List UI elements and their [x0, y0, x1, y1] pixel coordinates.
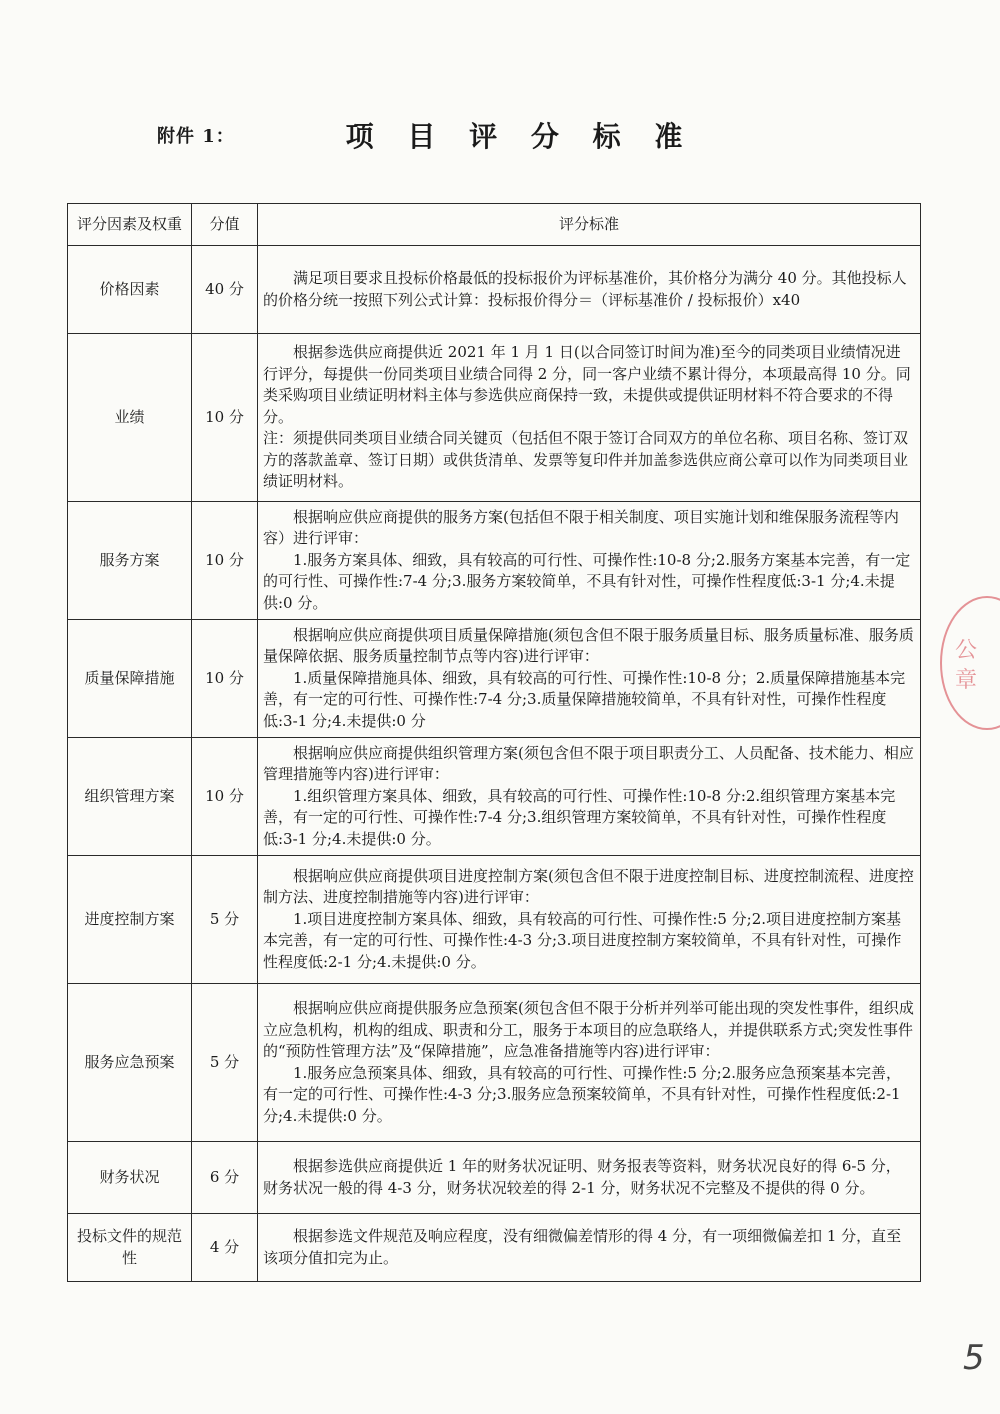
row-factor: 价格因素 — [68, 246, 192, 334]
criteria-items: 1.服务应急预案具体、细致，具有较高的可行性、可操作性:5 分;2.服务应急预案基本完善，有一定的可行性、可操作性:4-3 分;3.服务应急预案较简单，不具有针对性，可操作性程度低:2-1 分;4.未提供:0 分。 — [263, 1063, 902, 1125]
seal-text: 公 章 — [955, 638, 978, 693]
row-score: 10 分 — [192, 502, 258, 620]
table-row — [68, 856, 921, 984]
page-number: 5 — [963, 1338, 985, 1378]
table-row — [68, 1214, 921, 1282]
criteria-items: 1.服务方案具体、细致，具有较高的可行性、可操作性:10-8 分;2.服务方案基本完善，有一定的可行性、可操作性:7-4 分;3.服务方案较简单，不具有针对性，可操作性程度低:3-1 分;4.未提供:0 分。 — [263, 550, 911, 612]
table-row — [68, 1142, 921, 1214]
row-criteria — [258, 502, 921, 620]
row-score: 5 分 — [192, 856, 258, 984]
row-factor: 服务应急预案 — [68, 984, 192, 1142]
row-factor: 投标文件的规范性 — [68, 1214, 192, 1282]
table-row — [68, 502, 921, 620]
row-factor: 质量保障措施 — [68, 620, 192, 738]
row-score: 10 分 — [192, 738, 258, 856]
row-factor: 进度控制方案 — [68, 856, 192, 984]
row-criteria — [258, 984, 921, 1142]
scoring-table — [67, 203, 921, 1282]
row-score: 10 分 — [192, 334, 258, 502]
row-criteria — [258, 334, 921, 502]
row-criteria — [258, 856, 921, 984]
attachment-label: 附件 1： — [157, 126, 235, 147]
column-header-score: 分值 — [192, 204, 258, 246]
row-factor: 业绩 — [68, 334, 192, 502]
row-score: 40 分 — [192, 246, 258, 334]
row-score: 10 分 — [192, 620, 258, 738]
criteria-paragraph: 根据参选供应商提供近 1 年的财务状况证明、财务报表等资料，财务状况良好的得 6-5 分，财务状况一般的得 4-3 分，财务状况较差的得 2-1 分，财务状况不完整及不提供的得 0 分。 — [263, 1157, 901, 1197]
criteria-items: 1.质量保障措施具体、细致，具有较高的可行性、可操作性:10-8 分；2.质量保障措施基本完善，有一定的可行性、可操作性:7-4 分;3.质量保障措施较简单，不具有针对性，可操作性程度低:3-1 分;4.未提供:0 分 — [263, 668, 906, 730]
criteria-paragraph: 根据响应供应商提供组织管理方案(须包含但不限于项目职责分工、人员配备、技术能力、相应管理措施等内容)进行评审： — [263, 743, 914, 784]
criteria-items: 1.项目进度控制方案具体、细致，具有较高的可行性、可操作性:5 分;2.项目进度控制方案基本完善，有一定的可行性、可操作性:4-3 分;3.项目进度控制方案较简单，不具有针对性，可操作性程度低:2-1 分;4.未提供:0 分。 — [263, 909, 902, 971]
row-factor: 组织管理方案 — [68, 738, 192, 856]
column-header-criteria: 评分标准 — [258, 204, 921, 246]
row-factor: 服务方案 — [68, 502, 192, 620]
criteria-items: 1.组织管理方案具体、细致，具有较高的可行性、可操作性:10-8 分:2.组织管理方案基本完善，有一定的可行性、可操作性:7-4 分;3.组织管理方案较简单，不具有针对性，可操作性程度低:3-1 分;4.未提供:0 分。 — [263, 786, 896, 848]
row-criteria — [258, 738, 921, 856]
table-row — [68, 984, 921, 1142]
table-header-row — [68, 204, 921, 246]
page-title: 项 目 评 分 标 准 — [345, 120, 695, 153]
row-factor: 财务状况 — [68, 1142, 192, 1214]
criteria-paragraph: 根据响应供应商提供项目进度控制方案(须包含但不限于进度控制目标、进度控制流程、进度控制方法、进度控制措施等内容)进行评审： — [263, 866, 914, 907]
table-row — [68, 738, 921, 856]
row-criteria — [258, 246, 921, 334]
row-score: 4 分 — [192, 1214, 258, 1282]
row-criteria — [258, 1214, 921, 1282]
row-score: 5 分 — [192, 984, 258, 1142]
criteria-paragraph: 根据参选文件规范及响应程度，没有细微偏差情形的得 4 分，有一项细微偏差扣 1 分，直至该项分值扣完为止。 — [263, 1227, 902, 1267]
row-score: 6 分 — [192, 1142, 258, 1214]
criteria-paragraph: 满足项目要求且投标价格最低的投标报价为评标基准价，其价格分为满分 40 分。其他投标人的价格分统一按照下列公式计算：投标报价得分＝（评标基准价 / 投标报价）x40 — [263, 269, 907, 309]
row-criteria — [258, 1142, 921, 1214]
table-row — [68, 246, 921, 334]
criteria-paragraph: 根据响应供应商提供服务应急预案(须包含但不限于分析并列举可能出现的突发性事件，组织成立应急机构，机构的组成、职责和分工，服务于本项目的应急联络人，并提供联系方式;突发性事件的“预防性管理方法”及“保障措施”，应急准备措施等内容)进行评审： — [263, 999, 914, 1060]
criteria-note: 注：须提供同类项目业绩合同关键页（包括但不限于签订合同双方的单位名称、项目名称、签订双方的落款盖章、签订日期）或供货清单、发票等复印件并加盖参选供应商公章可以作为同类项目业绩证明材料。 — [263, 429, 909, 491]
row-criteria — [258, 620, 921, 738]
column-header-factor: 评分因素及权重 — [68, 204, 192, 246]
table-row — [68, 334, 921, 502]
criteria-paragraph: 根据参选供应商提供近 2021 年 1 月 1 日(以合同签订时间为准)至今的同类项目业绩情况进行评分，每提供一份同类项目业绩合同得 2 分，同一客户业绩不累计得分，本项最高得 10 分。同类采购项目业绩证明材料主体与参选供应商保持一致，未提供或提供证明材料不符合要求的不得分。 — [263, 343, 911, 426]
table-row — [68, 620, 921, 738]
criteria-paragraph: 根据响应供应商提供项目质量保障措施(须包含但不限于服务质量目标、服务质量标准、服务质量保障依据、服务质量控制节点等内容)进行评审： — [263, 625, 914, 666]
criteria-paragraph: 根据响应供应商提供的服务方案(包括但不限于相关制度、项目实施计划和维保服务流程等内容）进行评审： — [263, 507, 899, 548]
